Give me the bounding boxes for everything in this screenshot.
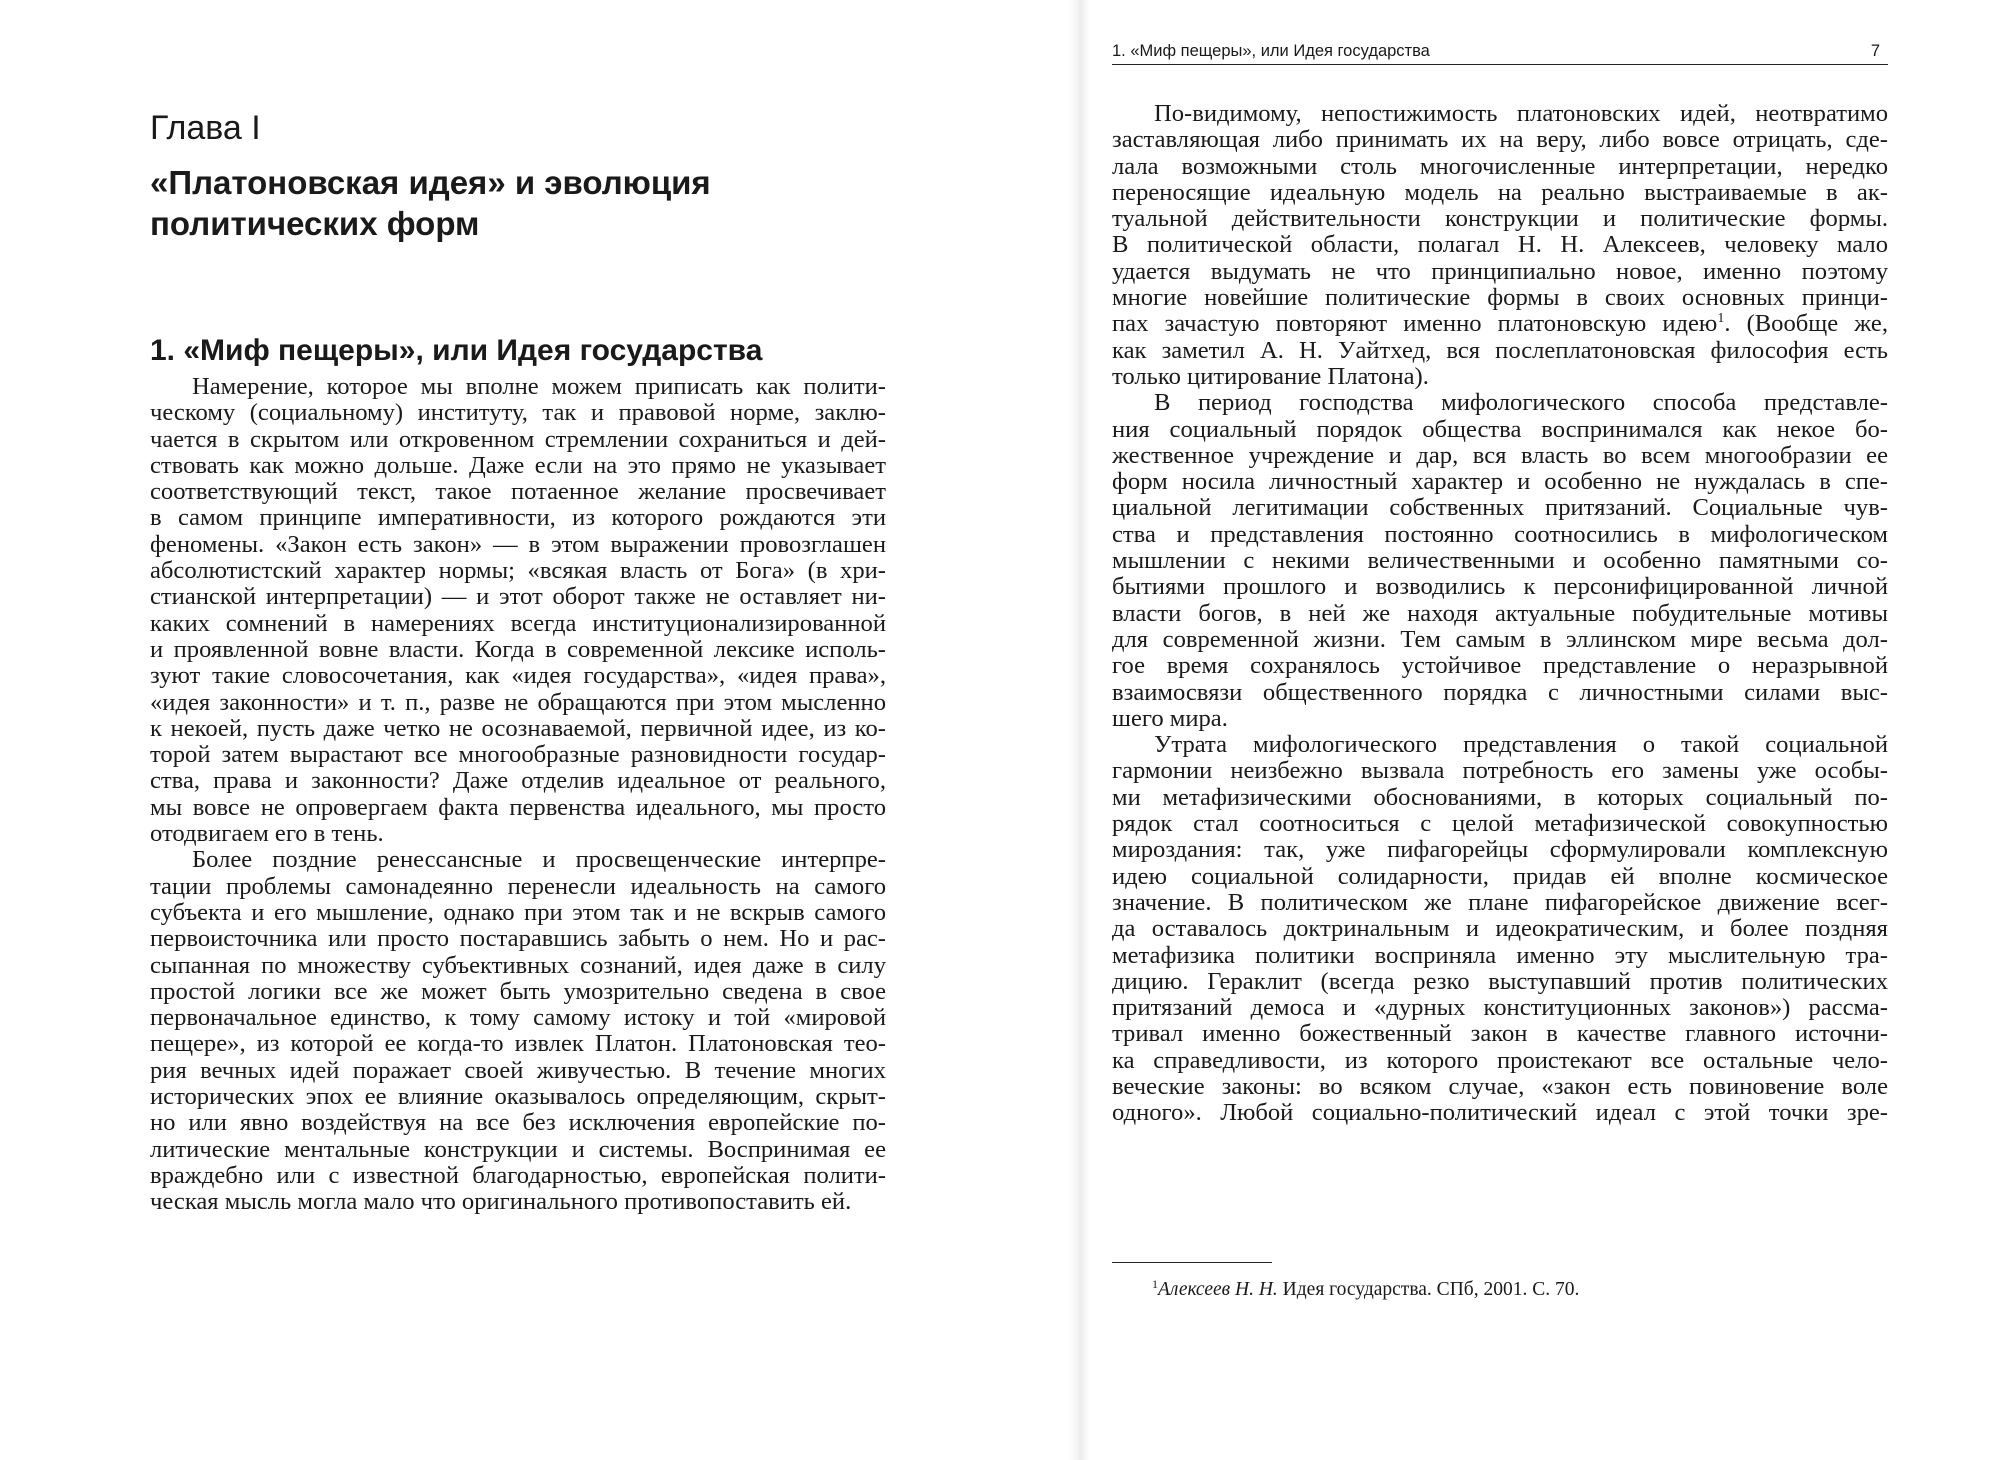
text-line: притязаний демоса и «дурных конституционных законов») рассма- [1112, 994, 1888, 1022]
chapter-title-line-1: «Платоновская идея» и эволюция [150, 164, 711, 201]
text-line: к некоей, пусть даже четко не осознаваемой, первичной идее, из ко- [150, 714, 886, 742]
text-line: как заметил А. Н. Уайтхед, вся послеплатоновская философия есть [1112, 336, 1888, 364]
right-body-text [1112, 101, 1888, 1127]
text-line: лала возможными столь многочисленные интерпретации, нередко [1112, 152, 1888, 180]
text-line: заставляющая либо принимать их на веру, либо вовсе отрицать, сде- [1112, 126, 1888, 154]
text-line: жественное учреждение и дар, вся власть во всем многообразии ее [1112, 441, 1888, 469]
text-line: Намерение, которое мы вполне можем приписать как полити- [192, 373, 886, 400]
text-line: В политической области, полагал Н. Н. Алексеев, человеку мало [1112, 231, 1888, 259]
text-fragment: пах зачастую повторяют именно платоновскую идею [1112, 310, 1718, 338]
text-line: В период господства мифологического способа представле- [1154, 389, 1888, 417]
running-head [1112, 36, 1888, 65]
text-line: в самом принципе императивности, из которого рождаются эти [150, 504, 886, 532]
text-line: стианской интерпретации) — и этот оборот также не оставляет ни- [150, 583, 886, 611]
chapter-title-line-2: политических форм [150, 205, 480, 242]
text-line: да оставалось доктринальным и идеократическим, и более поздняя [1112, 915, 1888, 943]
chapter-title [150, 162, 886, 244]
text-line: только цитирование Платона). [1112, 362, 1429, 390]
text-line: многие новейшие политические формы в своих основных принци- [1112, 284, 1888, 312]
text-line: одного». Любой социально-политический идеал с этой точки зре- [1112, 1099, 1888, 1127]
text-line: сыпанная по множеству субъективных сознаний, идея даже в силу [150, 951, 886, 979]
text-line: шего мира. [1112, 704, 1228, 732]
text-line: метафизика политики восприняла именно эту мыслительную тра- [1112, 941, 1888, 969]
text-line: первоначальное единство, к тому самому истоку и той «мировой [150, 1004, 886, 1032]
running-head-title: 1. «Миф пещеры», или Идея государства [1112, 42, 1430, 60]
text-line: чается в скрытом или откровенном стремлении сохраниться и дей- [150, 425, 886, 453]
text-line: но или явно воздействуя на все без исключения европейские по- [150, 1109, 886, 1137]
right-paragraph-2 [1112, 390, 1888, 732]
text-line: исторических эпох ее влияние оказывалось определяющим, скрыт- [150, 1083, 886, 1111]
text-line: феномены. «Закон есть закон» — в этом выражении провозглашен [150, 530, 886, 558]
text-line: ния социальный порядок общества воспринимался как некое бо- [1112, 415, 1888, 443]
text-line: каких сомнений в намерениях всегда институционализированной [150, 609, 886, 637]
text-line: Утрата мифологического представления о такой социальной [1154, 731, 1888, 759]
text-line: простой логики все же может быть умозрительно сведена в свое [150, 977, 886, 1005]
text-line: первоисточника или просто постаравшись забыть о нем. Но и рас- [150, 925, 886, 953]
text-line: мы вовсе не опровергаем факта первенства идеального, мы просто [150, 793, 886, 821]
right-paragraph-3 [1112, 732, 1888, 1126]
text-line: «идея законности» и т. п., разве не обращаются при этом мысленно [150, 688, 886, 716]
text-line: власти богов, в ней же находя актуальные побудительные мотивы [1112, 599, 1888, 627]
text-line: торой затем вырастают все многообразные разновидности государ- [150, 741, 886, 769]
text-line: веческие законы: во всяком случае, «закон есть повиновение воле [1112, 1072, 1888, 1100]
right-paragraph-1 [1112, 101, 1888, 390]
text-line: зуют такие словосочетания, как «идея государства», «идея права», [150, 662, 886, 690]
text-line: абсолютистский характер нормы; «всякая власть от Бога» (в хри- [150, 557, 886, 585]
text-line: ческая мысль могла мало что оригинального противопоставить ей. [150, 1188, 852, 1216]
text-line: субъекта и его мышление, однако при этом так и не вскрыв самого [150, 898, 886, 926]
text-line: пещере», из которой ее когда-то извлек Платон. Платоновская тео- [150, 1030, 886, 1058]
text-line: враждебно или с известной благодарностью, европейская полити- [150, 1161, 886, 1189]
text-line: значение. В политическом же плане пифагорейское движение всег- [1112, 888, 1888, 916]
text-line: мышлении с некими величественными и особенно памятными со- [1112, 547, 1888, 575]
text-line: гармонии неизбежно вызвала потребность его замены уже особы- [1112, 757, 1888, 785]
text-line: рия вечных идей поражает своей живучестью. В течение многих [150, 1056, 886, 1084]
text-line: туальной действительности конструкции и политические формы. [1112, 205, 1888, 233]
footnote-reference[interactable]: 1 [1717, 311, 1725, 327]
footnote-number: 1 [1152, 1277, 1158, 1291]
left-paragraph-2 [150, 847, 886, 1215]
text-line: удается выдумать не что принципиально новое, именно поэтому [1112, 257, 1888, 285]
text-line: циальной легитимации собственных притязаний. Социальные чув- [1112, 494, 1888, 522]
footnote-divider [1112, 1262, 1272, 1263]
text-line: По-видимому, непостижимость платоновских идей, неотвратимо [1154, 100, 1888, 127]
right-page [1112, 0, 1888, 1460]
text-line: Более поздние ренессансные и просвещенческие интерпре- [192, 846, 886, 874]
text-line: взаимосвязи общественного порядка с личностными силами выс- [1112, 678, 1888, 706]
text-line: рядок стал соотноситься с целой метафизической совокупностью [1112, 810, 1888, 838]
text-line: дицию. Гераклит (всегда резко выступавший против политических [1112, 967, 1888, 995]
footnote-text: Идея государства. СПб, 2001. С. 70. [1277, 1279, 1580, 1300]
text-line-with-footnote [1112, 311, 1888, 337]
text-line: бытиями прошлого и возводились к персонифицированной личной [1112, 573, 1888, 601]
text-line: для современной жизни. Тем самым в эллинском мире весьма дол- [1112, 625, 1888, 653]
footnote-author: Алексеев Н. Н. [1158, 1279, 1278, 1300]
section-title: 1. «Миф пещеры», или Идея государства [150, 334, 763, 367]
text-line: и проявленной вовне власти. Когда в современной лексике исполь- [150, 635, 886, 663]
left-paragraph-1 [150, 374, 886, 847]
text-line: ства, права и законности? Даже отделив идеальное от реального, [150, 767, 886, 795]
page-number: 7 [1870, 42, 1880, 60]
left-page [150, 0, 886, 1460]
text-line: ка справедливости, из которого проистекают все остальные чело- [1112, 1046, 1888, 1074]
text-line: идею социальной солидарности, придав ей вполне космическое [1112, 862, 1888, 890]
book-gutter [1068, 0, 1090, 1460]
text-line: тривал именно божественный закон в качестве главного источни- [1112, 1020, 1888, 1048]
text-fragment: . (Вообще же, [1724, 310, 1888, 338]
text-line: литические ментальные конструкции и системы. Воспринимая ее [150, 1135, 886, 1163]
footnote [1152, 1278, 1579, 1302]
text-line: ми метафизическими обоснованиями, в которых социальный по- [1112, 783, 1888, 811]
text-line: ческому (социальному) институту, так и правовой норме, заклю- [150, 399, 886, 427]
text-line: мироздания: так, уже пифагорейцы сформулировали комплексную [1112, 836, 1888, 864]
text-line: ства и представления постоянно соотносились в мифологическом [1112, 520, 1888, 548]
text-line: ствовать как можно дольше. Даже если на это прямо не указывает [150, 451, 886, 479]
left-body-text [150, 374, 886, 1216]
text-line: гое время сохранялось устойчивое представление о неразрывной [1112, 652, 1888, 680]
text-line: соответствующий текст, такое потаенное желание просвечивает [150, 478, 886, 506]
text-line: переносящие идеальную модель на реально выстраиваемые в ак- [1112, 178, 1888, 206]
text-line: форм носила личностный характер и особенно не нуждалась в спе- [1112, 468, 1888, 496]
text-line: тации проблемы самонадеянно перенесли идеальность на самого [150, 872, 886, 900]
text-line: отодвигаем его в тень. [150, 820, 384, 848]
chapter-label: Глава I [150, 109, 261, 147]
